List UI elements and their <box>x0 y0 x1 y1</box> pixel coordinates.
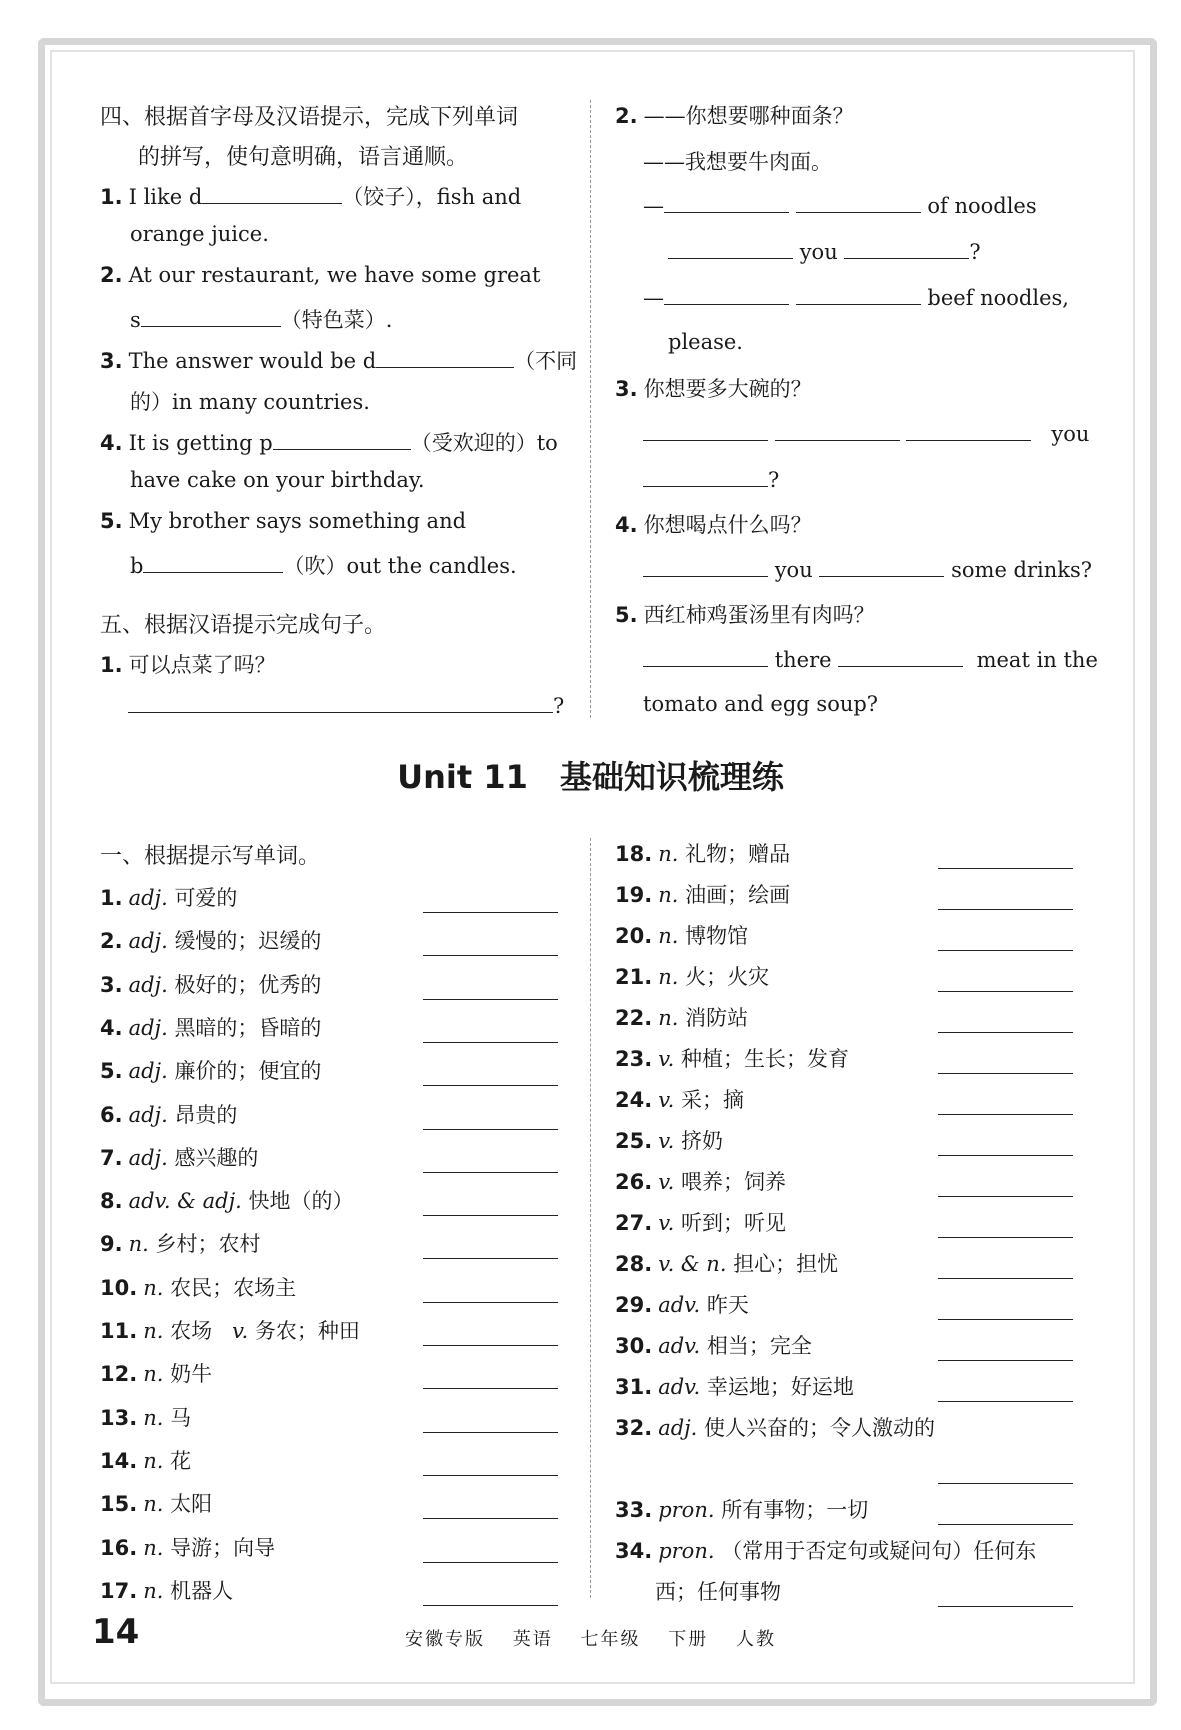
s4-question-2 <box>100 263 540 287</box>
vocab-meaning: 昨天 <box>706 1293 749 1317</box>
vocab-pos: n. <box>658 1006 679 1030</box>
vocab-answer-blank[interactable] <box>938 1073 1073 1074</box>
s5-q3-blank-3[interactable] <box>906 420 1031 441</box>
section-5-heading: 五、根据汉语提示完成句子。 <box>100 613 387 638</box>
vocab-item <box>100 1272 296 1302</box>
s4-q2-hint: （特色菜）. <box>280 308 393 332</box>
vocab-pos: n. <box>143 1405 164 1430</box>
vocab-item <box>100 1315 360 1345</box>
s5-q2-reply: ——我想要牛肉面。 <box>643 150 832 174</box>
s4-q1-text: I like d <box>128 185 203 209</box>
s5-q2-line4: please. <box>668 330 743 354</box>
vocab-meaning: 极好的；优秀的 <box>174 972 322 997</box>
vocab-meaning: 快地（的） <box>248 1189 354 1214</box>
column-divider-top <box>590 100 591 718</box>
vocab-pos: n. <box>143 1275 164 1300</box>
vocab-answer-blank[interactable] <box>423 1605 558 1606</box>
vocab-meaning: 采；摘 <box>680 1088 744 1112</box>
question-number: 3. <box>615 377 638 401</box>
vocab-number: 29. <box>615 1293 653 1317</box>
vocab-answer-blank[interactable] <box>423 1258 558 1259</box>
vocab-pos: adj. <box>128 929 168 954</box>
s5-q3-blank-1[interactable] <box>643 420 768 441</box>
s5-question-3 <box>615 373 812 403</box>
vocab-meaning: 感兴趣的 <box>174 1145 259 1170</box>
vocab-answer-blank[interactable] <box>423 912 558 913</box>
vocab-item <box>100 1402 191 1432</box>
vocab-item <box>615 1330 812 1360</box>
vocab-meaning: 农场 <box>170 1319 213 1343</box>
vocab-answer-blank[interactable] <box>938 1360 1073 1361</box>
s5-q2-blank-4[interactable] <box>844 238 969 259</box>
vocab-answer-blank[interactable] <box>938 1524 1073 1525</box>
vocab-number: 7. <box>100 1145 123 1170</box>
s5-q2-line3 <box>643 284 1069 310</box>
vocab-answer-blank[interactable] <box>938 868 1073 869</box>
s5-q5-text: 西红柿鸡蛋汤里有肉吗？ <box>643 603 875 627</box>
vocab-meaning: 缓慢的；迟缓的 <box>174 929 322 954</box>
s5-question-1 <box>100 649 276 679</box>
vocab-pos: v. <box>658 1088 675 1112</box>
footer-grade: 七年级 <box>580 1629 641 1650</box>
footer-publisher: 人教 <box>735 1629 776 1650</box>
vocab-answer-blank[interactable] <box>423 955 558 956</box>
vocab-pos: v. <box>658 1047 675 1071</box>
vocab-pos: n. <box>143 1535 164 1560</box>
vocab-meaning-2: 务农；种田 <box>254 1319 360 1343</box>
vocab-number: 5. <box>100 1059 123 1084</box>
vocab-pos: adv. <box>658 1375 701 1399</box>
vocab-number: 34. <box>615 1539 653 1563</box>
vocab-answer-blank[interactable] <box>938 1196 1073 1197</box>
vocab-meaning: 马 <box>170 1405 192 1430</box>
vocab-answer-blank[interactable] <box>938 1278 1073 1279</box>
section-4-heading-line2: 的拼写，使句意明确，语言通顺。 <box>138 145 469 170</box>
s4-question-4 <box>100 427 558 457</box>
s4-q3-text: The answer would be d <box>128 349 377 373</box>
vocab-number: 23. <box>615 1047 653 1071</box>
vocab-number: 33. <box>615 1498 653 1522</box>
vocab-item <box>100 882 237 912</box>
question-number: 1. <box>100 653 123 677</box>
s5-q2-blank-6[interactable] <box>796 284 921 305</box>
vocab-answer-blank[interactable] <box>938 1401 1073 1402</box>
vocab-pos-2: v. <box>232 1319 249 1343</box>
vocab-answer-blank[interactable] <box>938 1237 1073 1238</box>
s4-q1-line2: orange juice. <box>130 222 269 246</box>
vocab-meaning: 幸运地；好运地 <box>706 1375 854 1399</box>
vocab-item <box>100 1185 353 1215</box>
vocab-meaning: 博物馆 <box>685 924 749 948</box>
vocab-number: 2. <box>100 929 123 954</box>
vocab-number: 30. <box>615 1334 653 1358</box>
vocab-item <box>615 920 748 950</box>
dash: — <box>643 194 664 218</box>
footer-term: 下册 <box>668 1629 709 1650</box>
vocab-meaning: 担心；担忧 <box>733 1252 839 1276</box>
s5-q5-line1 <box>643 646 1098 672</box>
s5-q2-blank-2[interactable] <box>796 192 921 213</box>
vocab-item <box>615 1371 854 1401</box>
question-number: 4. <box>100 431 123 455</box>
s5-q2-l2-end: ? <box>969 240 981 264</box>
vocab-answer-blank[interactable] <box>423 1085 558 1086</box>
vocab-pos: adj. <box>128 1059 168 1084</box>
vocab-item <box>100 1445 191 1475</box>
vocab-meaning: 消防站 <box>685 1006 749 1030</box>
vocab-item <box>100 1488 212 1518</box>
vocab-answer-blank[interactable] <box>938 991 1073 992</box>
s5-q1-blank[interactable] <box>128 692 553 713</box>
vocab-meaning: 奶牛 <box>170 1362 213 1387</box>
vocab-meaning: 黑暗的；昏暗的 <box>174 1015 322 1040</box>
s5-q2-text: ——你想要哪种面条？ <box>643 104 854 128</box>
vocab-number: 1. <box>100 886 123 910</box>
vocab-meaning: 昂贵的 <box>174 1102 238 1127</box>
dash: — <box>643 286 664 310</box>
vocab-meaning: 可爱的 <box>174 886 238 910</box>
vocab-pos: n. <box>143 1448 164 1473</box>
s4-q5-line2 <box>130 550 517 580</box>
vocab-number: 11. <box>100 1319 138 1343</box>
s5-question-4 <box>615 509 812 539</box>
s4-q2-letter: s <box>130 308 141 332</box>
vocab-number: 25. <box>615 1129 653 1153</box>
vocab-item <box>615 1166 786 1196</box>
s5-q3-end: ? <box>768 468 780 492</box>
vocab-item <box>100 1228 260 1258</box>
vocab-answer-blank[interactable] <box>423 1302 558 1303</box>
s4-q2-text: At our restaurant, we have some great <box>128 263 541 287</box>
vocab-meaning: 所有事物；一切 <box>721 1498 869 1522</box>
vocab-number: 28. <box>615 1252 653 1276</box>
vocab-item <box>615 1207 786 1237</box>
vocab-answer-blank[interactable] <box>423 1215 558 1216</box>
vocab-answer-blank[interactable] <box>938 1114 1073 1115</box>
s4-q3-line2: 的）in many countries. <box>130 390 370 414</box>
vocab-number: 8. <box>100 1189 123 1214</box>
s5-question-5 <box>615 599 875 629</box>
s5-q2-blank-5[interactable] <box>664 284 789 305</box>
vocab-pos: adj. <box>128 1102 168 1127</box>
vocab-item <box>615 1289 749 1319</box>
vocab-meaning: 挤奶 <box>680 1129 723 1153</box>
s5-q3-line1 <box>643 420 1089 446</box>
vocab-meaning: 太阳 <box>170 1492 213 1517</box>
vocab-answer-blank[interactable] <box>423 1345 558 1346</box>
vocab-item <box>615 1043 849 1073</box>
vocab-number: 10. <box>100 1275 138 1300</box>
vocab-answer-blank[interactable] <box>423 1172 558 1173</box>
footer-edition: 安徽专版 <box>405 1629 486 1650</box>
vocab-item <box>100 1012 321 1042</box>
s5-q1-answer-line <box>128 692 564 718</box>
vocab-number: 9. <box>100 1232 123 1257</box>
vocab-pos: n. <box>658 965 679 989</box>
vocab-number: 13. <box>100 1405 138 1430</box>
vocab-meaning: 油画；绘画 <box>685 883 791 907</box>
vocab-answer-blank[interactable] <box>423 1432 558 1433</box>
vocab-meaning: 乡村；农村 <box>155 1232 261 1257</box>
s5-q1-text: 可以点菜了吗？ <box>128 653 276 677</box>
s4-q2-line2 <box>130 304 392 334</box>
vocab-number: 6. <box>100 1102 123 1127</box>
vocab-answer-blank[interactable] <box>423 1388 558 1389</box>
s5-q3-you: you <box>1051 422 1090 446</box>
s5-q2-l1-end: of noodles <box>927 194 1037 218</box>
vocab-answer-blank[interactable] <box>423 999 558 1000</box>
vocab-item-line2: 西；任何事物 <box>655 1580 781 1604</box>
section-1-heading: 一、根据提示写单词。 <box>100 844 321 869</box>
vocab-pos: n. <box>143 1362 164 1387</box>
s4-question-3 <box>100 345 577 375</box>
s5-q2-you: you <box>799 240 838 264</box>
vocab-item <box>615 1248 838 1278</box>
vocab-pos: pron. <box>658 1498 715 1522</box>
vocab-pos: adj. <box>128 886 168 910</box>
s5-q4-you: you <box>774 558 813 582</box>
s4-q3-hint: （不同 <box>514 349 578 373</box>
vocab-answer-blank[interactable] <box>938 909 1073 910</box>
vocab-item <box>615 879 790 909</box>
vocab-meaning: 廉价的；便宜的 <box>174 1059 322 1084</box>
vocab-pos: n. <box>143 1492 164 1517</box>
vocab-number: 17. <box>100 1578 138 1603</box>
vocab-pos: adv. <box>658 1293 701 1317</box>
vocab-number: 3. <box>100 972 123 997</box>
vocab-pos: pron. <box>658 1539 715 1563</box>
vocab-meaning: 花 <box>170 1448 192 1473</box>
vocab-item <box>100 969 321 999</box>
vocab-number: 15. <box>100 1492 138 1517</box>
vocab-item <box>615 1494 868 1524</box>
vocab-number: 19. <box>615 883 653 907</box>
s5-q5-line2: tomato and egg soup? <box>643 692 879 716</box>
s5-q3-text: 你想要多大碗的？ <box>643 377 812 401</box>
footer <box>0 1625 1181 1651</box>
vocab-number: 21. <box>615 965 653 989</box>
column-divider-bottom <box>590 838 591 1598</box>
s5-q4-line1 <box>643 556 1092 582</box>
s5-q2-line1 <box>643 192 1037 218</box>
vocab-number: 27. <box>615 1211 653 1235</box>
vocab-answer-blank[interactable] <box>423 1475 558 1476</box>
vocab-number: 14. <box>100 1448 138 1473</box>
vocab-meaning: 听到；听见 <box>680 1211 786 1235</box>
vocab-number: 12. <box>100 1362 138 1387</box>
vocab-item <box>100 925 321 955</box>
vocab-item <box>100 1532 275 1562</box>
vocab-pos: v. <box>658 1211 675 1235</box>
vocab-answer-blank[interactable] <box>938 1032 1073 1033</box>
vocab-number: 22. <box>615 1006 653 1030</box>
vocab-pos: v. & n. <box>658 1252 727 1276</box>
s4-question-1 <box>100 181 521 211</box>
vocab-item <box>100 1358 212 1388</box>
vocab-number: 26. <box>615 1170 653 1194</box>
vocab-item <box>100 1055 321 1085</box>
vocab-number: 18. <box>615 842 653 866</box>
s4-q1-blank[interactable] <box>202 183 342 204</box>
vocab-number: 31. <box>615 1375 653 1399</box>
vocab-pos: n. <box>128 1232 149 1257</box>
vocab-answer-blank[interactable] <box>423 1129 558 1130</box>
vocab-meaning: 火；火灾 <box>685 965 770 989</box>
vocab-answer-blank[interactable] <box>938 1155 1073 1156</box>
footer-subject: 英语 <box>512 1629 553 1650</box>
vocab-pos: v. <box>658 1170 675 1194</box>
vocab-answer-blank[interactable] <box>938 1606 1073 1607</box>
s5-q2-l3-end: beef noodles, <box>927 286 1069 310</box>
s4-q2-blank[interactable] <box>141 306 281 327</box>
vocab-number: 16. <box>100 1535 138 1560</box>
vocab-pos: n. <box>143 1319 164 1343</box>
unit-title: Unit 11 基础知识梳理练 <box>397 758 784 796</box>
s5-q2-blank-3[interactable] <box>668 238 793 259</box>
vocab-number: 32. <box>615 1416 653 1440</box>
s5-q5-blank-2[interactable] <box>838 646 963 667</box>
vocab-meaning: 种植；生长；发育 <box>680 1047 849 1071</box>
question-number: 2. <box>615 104 638 128</box>
vocab-meaning: 使人兴奋的；令人激动的 <box>704 1416 936 1440</box>
question-number: 4. <box>615 513 638 537</box>
vocab-item <box>615 1412 935 1442</box>
s5-q4-blank-1[interactable] <box>643 556 768 577</box>
vocab-number: 20. <box>615 924 653 948</box>
s4-q5-text: My brother says something and <box>128 509 467 533</box>
section-4-heading-line1: 四、根据首字母及汉语提示，完成下列单词 <box>100 105 519 130</box>
s5-q3-blank-2[interactable] <box>775 420 900 441</box>
s5-q2-line2 <box>668 238 981 264</box>
vocab-answer-blank[interactable] <box>423 1518 558 1519</box>
s4-q4-line2: have cake on your birthday. <box>130 468 425 492</box>
vocab-pos: n. <box>658 924 679 948</box>
s5-q5-end: meat in the <box>976 648 1098 672</box>
s4-q5-letter: b <box>130 554 144 578</box>
vocab-answer-blank[interactable] <box>423 1042 558 1043</box>
vocab-pos: n. <box>658 842 679 866</box>
vocab-item <box>100 1575 233 1605</box>
vocab-number: 24. <box>615 1088 653 1112</box>
vocab-item <box>615 1125 723 1155</box>
vocab-item <box>615 1535 1036 1565</box>
s4-q4-hint: （受欢迎的）to <box>410 431 558 455</box>
s5-q2-blank-1[interactable] <box>664 192 789 213</box>
s4-q4-blank[interactable] <box>273 429 411 450</box>
s4-q1-hint: （饺子），fish and <box>342 185 522 209</box>
s5-q4-blank-2[interactable] <box>819 556 944 577</box>
s5-q3-blank-4[interactable] <box>643 466 768 487</box>
vocab-answer-blank[interactable] <box>938 1483 1073 1484</box>
page-number: 14 <box>92 1612 140 1652</box>
vocab-pos: adj. <box>658 1416 698 1440</box>
s4-q5-blank[interactable] <box>143 552 283 573</box>
vocab-meaning: 喂养；饲养 <box>680 1170 786 1194</box>
vocab-pos: adj. <box>128 1145 168 1170</box>
vocab-meaning: （常用于否定句或疑问句）任何东 <box>721 1539 1037 1563</box>
vocab-item <box>100 1142 258 1172</box>
s5-q5-there: there <box>774 648 832 672</box>
vocab-meaning: 相当；完全 <box>706 1334 812 1358</box>
s5-q3-line2 <box>643 466 779 492</box>
vocab-item <box>615 1002 748 1032</box>
vocab-answer-blank[interactable] <box>938 1319 1073 1320</box>
question-number: 2. <box>100 263 123 287</box>
s5-q1-end: ? <box>553 694 565 718</box>
s4-q4-text: It is getting p <box>128 431 273 455</box>
vocab-pos: v. <box>658 1129 675 1153</box>
vocab-meaning: 导游；向导 <box>170 1535 276 1560</box>
vocab-answer-blank[interactable] <box>938 950 1073 951</box>
question-number: 3. <box>100 349 123 373</box>
vocab-pos: n. <box>658 883 679 907</box>
s5-q4-end: some drinks? <box>951 558 1093 582</box>
vocab-item <box>100 1099 237 1129</box>
s4-question-5 <box>100 509 466 533</box>
vocab-number: 4. <box>100 1015 123 1040</box>
s4-q3-blank[interactable] <box>376 347 514 368</box>
vocab-pos: n. <box>143 1578 164 1603</box>
question-number: 5. <box>100 509 123 533</box>
s5-q4-text: 你想喝点什么吗？ <box>643 513 812 537</box>
vocab-meaning: 农民；农场主 <box>170 1275 297 1300</box>
vocab-pos: adv. & adj. <box>128 1189 242 1214</box>
vocab-pos: adj. <box>128 1015 168 1040</box>
vocab-item <box>615 961 769 991</box>
vocab-pos: adv. <box>658 1334 701 1358</box>
s5-q5-blank-1[interactable] <box>643 646 768 667</box>
vocab-meaning: 礼物；赠品 <box>685 842 791 866</box>
s4-q5-hint: （吹）out the candles. <box>283 554 517 578</box>
vocab-item <box>615 1084 744 1114</box>
vocab-pos: adj. <box>128 972 168 997</box>
question-number: 1. <box>100 185 123 209</box>
s5-question-2 <box>615 100 854 130</box>
vocab-item <box>615 838 790 868</box>
question-number: 5. <box>615 603 638 627</box>
vocab-meaning: 机器人 <box>170 1578 234 1603</box>
vocab-answer-blank[interactable] <box>423 1562 558 1563</box>
